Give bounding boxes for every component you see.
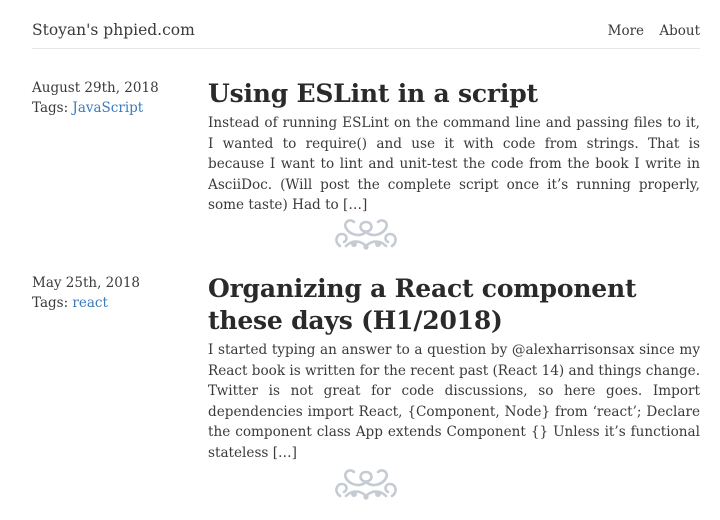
post-title-link[interactable]: Using ESLint in a script [208, 79, 538, 108]
post-excerpt: I started typing an answer to a question by @alexharrisonsax since my React book is written for the recent past (React 14) and things change. Twitter is not great for code discussions, so here goes. Import dependencies import React, {Component, Node} from ‘react’; Declare the component class App extends Component {} Unless it’s functional stateless […] [208, 342, 701, 461]
nav-about-link[interactable]: About [659, 23, 700, 39]
post-meta [32, 78, 202, 118]
post-date: August 29th, 2018 [32, 80, 159, 96]
floral-divider-icon [332, 216, 400, 252]
post-tags [32, 98, 202, 118]
floral-divider-icon [332, 466, 400, 502]
nav-more-link[interactable]: More [607, 23, 645, 39]
post-tags [32, 293, 202, 313]
tag-link[interactable]: react [72, 295, 108, 311]
main-nav [597, 23, 700, 39]
post-content [208, 78, 700, 216]
post-excerpt: Instead of running ESLint on the command line and passing files to it, I wanted to require() and use it with code from strings. That is because I want to lint and unit-test the code from the book I write in AsciiDoc. (Will post the complete script once it’s running properly, some taste) Had to […] [208, 115, 700, 213]
post-title-link[interactable]: Organizing a React component these days (H1/2018) [208, 274, 637, 335]
site-header [32, 0, 700, 49]
tags-label: Tags: [32, 295, 73, 311]
post-meta [32, 273, 202, 313]
site-title-link[interactable]: Stoyan's phpied.com [32, 21, 195, 39]
tags-label: Tags: [32, 100, 73, 116]
post-date: May 25th, 2018 [32, 275, 141, 291]
post-content [208, 273, 700, 463]
post-title [208, 273, 700, 337]
post-title [208, 78, 700, 110]
tag-link[interactable]: JavaScript [72, 100, 144, 116]
